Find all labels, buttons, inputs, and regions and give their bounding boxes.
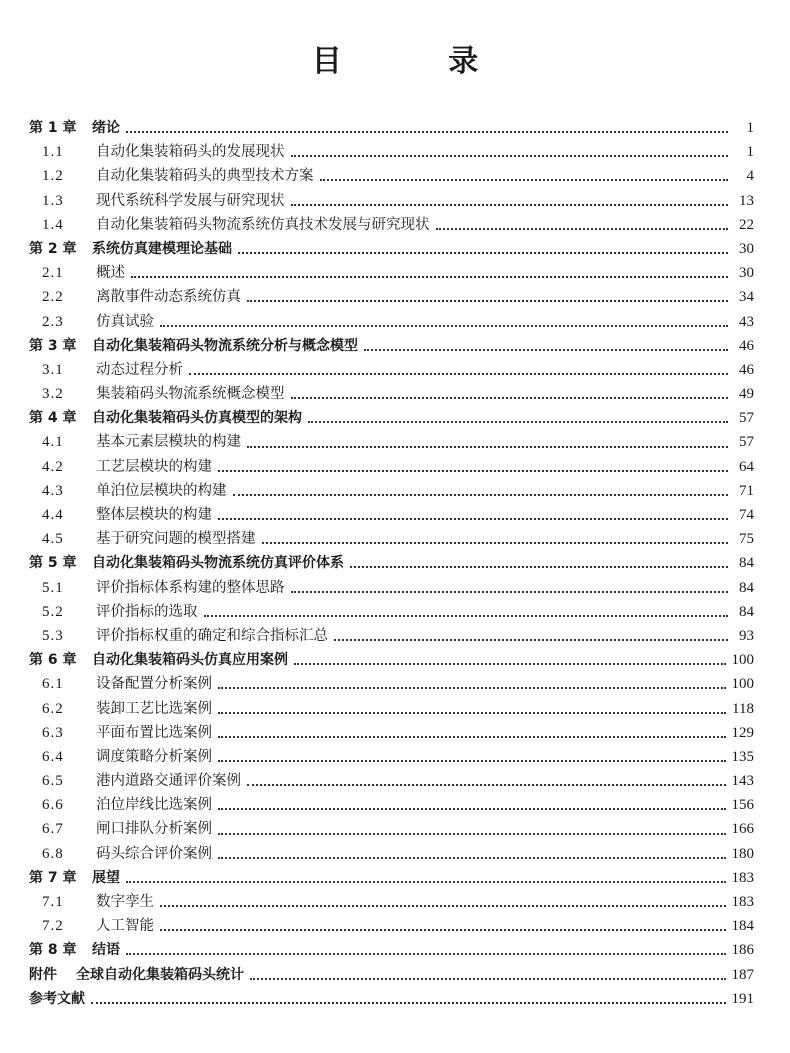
toc-section-entry[interactable] xyxy=(29,600,754,624)
entry-number: 6.5 xyxy=(42,773,64,790)
entry-title: 数字孪生 xyxy=(96,894,154,910)
entry-number: 3.1 xyxy=(42,361,64,378)
entry-number: 6.1 xyxy=(42,676,64,693)
page-number: 75 xyxy=(739,531,754,548)
page-number: 74 xyxy=(739,507,754,523)
toc-section-entry[interactable] xyxy=(29,261,754,285)
page-number: 43 xyxy=(739,313,754,330)
toc-section-entry[interactable] xyxy=(29,213,754,237)
toc-chapter-entry[interactable] xyxy=(29,237,754,261)
toc-section-entry[interactable] xyxy=(29,189,754,213)
entry-title: 人工智能 xyxy=(96,918,154,935)
entry-title: 评价指标体系构建的整体思路 xyxy=(96,579,285,596)
entry-title: 现代系统科学发展与研究现状 xyxy=(96,192,285,209)
entry-number: 7.1 xyxy=(42,894,64,910)
page-number: 30 xyxy=(739,240,754,257)
page-number: 183 xyxy=(731,869,754,886)
toc-section-entry[interactable] xyxy=(29,310,754,334)
entry-title: 集装箱码头物流系统概念模型 xyxy=(96,386,285,403)
dot-leader xyxy=(334,639,728,641)
entry-title: 仿真试验 xyxy=(96,313,154,330)
dot-leader xyxy=(218,687,726,689)
toc-chapter-entry[interactable] xyxy=(29,987,754,1011)
entry-number: 1.2 xyxy=(42,168,64,185)
dot-leader xyxy=(218,760,726,762)
entry-title: 评价指标的选取 xyxy=(96,603,198,620)
page-number: 71 xyxy=(739,482,754,499)
dot-leader xyxy=(247,784,726,786)
toc-chapter-entry[interactable] xyxy=(29,334,754,358)
entry-title: 结语 xyxy=(92,942,120,959)
page-number: 1 xyxy=(746,144,754,161)
entry-number: 5.1 xyxy=(42,579,64,596)
entry-title: 基本元素层模块的构建 xyxy=(96,434,241,451)
entry-number: 4.5 xyxy=(42,531,64,548)
entry-number: 3.2 xyxy=(42,386,64,403)
page-number: 180 xyxy=(731,845,754,862)
page-number: 135 xyxy=(731,748,754,765)
entry-number: 6.2 xyxy=(42,700,64,717)
toc-section-entry[interactable] xyxy=(29,890,754,914)
entry-number: 第 3 章 xyxy=(29,337,77,354)
entry-title: 自动化集装箱码头的典型技术方案 xyxy=(96,168,314,185)
entry-title: 自动化集装箱码头仿真应用案例 xyxy=(92,652,288,669)
toc-section-entry[interactable] xyxy=(29,745,754,769)
toc-chapter-entry[interactable] xyxy=(29,116,754,140)
dot-leader xyxy=(160,325,728,327)
entry-number: 1.3 xyxy=(42,192,64,209)
toc-section-entry[interactable] xyxy=(29,697,754,721)
entry-number: 附件 xyxy=(29,966,57,983)
entry-number: 2.3 xyxy=(42,313,64,330)
entry-title: 系统仿真建模理论基础 xyxy=(92,240,232,257)
dot-leader xyxy=(218,833,726,835)
entry-title: 码头综合评价案例 xyxy=(96,845,212,862)
toc-section-entry[interactable] xyxy=(29,672,754,696)
table-of-contents xyxy=(29,116,754,1011)
toc-section-entry[interactable] xyxy=(29,793,754,817)
toc-section-entry[interactable] xyxy=(29,430,754,454)
toc-section-entry[interactable] xyxy=(29,817,754,841)
entry-title: 装卸工艺比选案例 xyxy=(96,700,212,717)
entry-number: 第 4 章 xyxy=(29,410,77,427)
dot-leader xyxy=(247,300,728,302)
entry-number: 1.1 xyxy=(42,144,64,161)
entry-number: 2.2 xyxy=(42,289,64,306)
entry-title: 整体层模块的构建 xyxy=(96,507,212,523)
page-number: 84 xyxy=(739,579,754,596)
page-number: 118 xyxy=(732,700,754,717)
page-number: 129 xyxy=(731,724,754,741)
dot-leader xyxy=(291,204,729,206)
toc-section-entry[interactable] xyxy=(29,503,754,527)
toc-section-entry[interactable] xyxy=(29,624,754,648)
toc-section-entry[interactable] xyxy=(29,140,754,164)
entry-number: 4.4 xyxy=(42,507,64,523)
entry-title: 自动化集装箱码头仿真模型的架构 xyxy=(92,410,302,427)
entry-title: 自动化集装箱码头物流系统分析与概念模型 xyxy=(92,337,358,354)
toc-chapter-entry[interactable] xyxy=(29,551,754,575)
dot-leader xyxy=(204,615,729,617)
page-number: 156 xyxy=(731,797,754,814)
page-number: 49 xyxy=(739,386,754,403)
page-number: 191 xyxy=(731,990,754,1007)
entry-title: 基于研究问题的模型搭建 xyxy=(96,531,256,548)
entry-number: 7.2 xyxy=(42,918,64,935)
dot-leader xyxy=(131,276,728,278)
page-number: 143 xyxy=(731,773,754,790)
dot-leader xyxy=(238,252,728,254)
dot-leader xyxy=(218,470,728,472)
dot-leader xyxy=(189,373,728,375)
dot-leader xyxy=(350,566,728,568)
dot-leader xyxy=(291,397,729,399)
toc-chapter-entry[interactable] xyxy=(29,648,754,672)
entry-title: 泊位岸线比选案例 xyxy=(96,797,212,814)
page-number: 184 xyxy=(731,918,754,935)
page-number: 100 xyxy=(731,652,754,669)
toc-section-entry[interactable] xyxy=(29,769,754,793)
entry-title: 自动化集装箱码头的发展现状 xyxy=(96,144,285,161)
entry-number: 第 6 章 xyxy=(29,652,77,669)
entry-title: 评价指标权重的确定和综合指标汇总 xyxy=(96,627,328,644)
toc-chapter-entry[interactable] xyxy=(29,963,754,987)
page-number: 46 xyxy=(739,361,754,378)
toc-section-entry[interactable] xyxy=(29,358,754,382)
toc-section-entry[interactable] xyxy=(29,527,754,551)
dot-leader xyxy=(218,518,728,520)
page-number: 22 xyxy=(739,216,754,233)
toc-section-entry[interactable] xyxy=(29,164,754,188)
page-number: 57 xyxy=(739,410,754,427)
dot-leader xyxy=(218,736,726,738)
entry-title: 离散事件动态系统仿真 xyxy=(96,289,241,306)
entry-title: 港内道路交通评价案例 xyxy=(96,773,241,790)
dot-leader xyxy=(91,1002,726,1004)
entry-number: 1.4 xyxy=(42,216,64,233)
toc-section-entry[interactable] xyxy=(29,479,754,503)
page-number: 84 xyxy=(739,603,754,620)
dot-leader xyxy=(160,929,726,931)
dot-leader xyxy=(436,228,729,230)
page-number: 100 xyxy=(731,676,754,693)
entry-title: 工艺层模块的构建 xyxy=(96,458,212,475)
entry-number: 第 2 章 xyxy=(29,240,77,257)
page-number: 183 xyxy=(731,894,754,910)
entry-number: 第 5 章 xyxy=(29,555,77,572)
dot-leader xyxy=(126,881,726,883)
dot-leader xyxy=(233,494,729,496)
page-number: 186 xyxy=(731,942,754,959)
page-number: 166 xyxy=(731,821,754,838)
dot-leader xyxy=(160,905,726,907)
entry-number: 6.4 xyxy=(42,748,64,765)
entry-number: 4.2 xyxy=(42,458,64,475)
page-number: 84 xyxy=(739,555,754,572)
entry-title: 调度策略分析案例 xyxy=(96,748,212,765)
dot-leader xyxy=(294,663,726,665)
toc-section-entry[interactable] xyxy=(29,285,754,309)
dot-leader xyxy=(308,421,728,423)
toc-section-entry[interactable] xyxy=(29,455,754,479)
page-number: 46 xyxy=(739,337,754,354)
entry-number: 4.1 xyxy=(42,434,64,451)
page-number: 64 xyxy=(739,458,754,475)
toc-section-entry[interactable] xyxy=(29,576,754,600)
page-number: 4 xyxy=(746,168,754,185)
entry-number: 第 1 章 xyxy=(29,120,77,136)
dot-leader xyxy=(126,131,728,133)
dot-leader xyxy=(291,155,729,157)
page-title: 目 录 xyxy=(311,44,527,79)
toc-section-entry[interactable] xyxy=(29,382,754,406)
toc-chapter-entry[interactable] xyxy=(29,406,754,430)
toc-chapter-entry[interactable] xyxy=(29,866,754,890)
entry-number: 6.7 xyxy=(42,821,64,838)
page-number: 93 xyxy=(739,627,754,644)
entry-number: 4.3 xyxy=(42,482,64,499)
toc-section-entry[interactable] xyxy=(29,914,754,938)
dot-leader xyxy=(364,349,728,351)
dot-leader xyxy=(218,808,726,810)
dot-leader xyxy=(126,953,726,955)
entry-number: 第 8 章 xyxy=(29,942,77,959)
page-number: 30 xyxy=(739,265,754,282)
dot-leader xyxy=(250,978,726,980)
page-number: 1 xyxy=(746,120,754,136)
entry-number: 5.3 xyxy=(42,627,64,644)
entry-number: 第 7 章 xyxy=(29,869,77,886)
entry-number: 6.3 xyxy=(42,724,64,741)
entry-title: 概述 xyxy=(96,265,125,282)
dot-leader xyxy=(291,591,729,593)
entry-title: 绪论 xyxy=(92,120,120,136)
entry-number: 2.1 xyxy=(42,265,64,282)
entry-title: 闸口排队分析案例 xyxy=(96,821,212,838)
page-number: 13 xyxy=(739,192,754,209)
entry-title: 自动化集装箱码头物流系统仿真评价体系 xyxy=(92,555,344,572)
entry-title: 动态过程分析 xyxy=(96,361,183,378)
dot-leader xyxy=(262,542,729,544)
toc-section-entry[interactable] xyxy=(29,721,754,745)
entry-title: 参考文献 xyxy=(29,990,85,1007)
toc-section-entry[interactable] xyxy=(29,842,754,866)
dot-leader xyxy=(320,179,729,181)
entry-title: 展望 xyxy=(92,869,120,886)
dot-leader xyxy=(218,712,726,714)
entry-number: 5.2 xyxy=(42,603,64,620)
entry-title: 设备配置分析案例 xyxy=(96,676,212,693)
entry-number: 6.8 xyxy=(42,845,64,862)
dot-leader xyxy=(218,857,726,859)
entry-number: 6.6 xyxy=(42,797,64,814)
page-number: 187 xyxy=(731,966,754,983)
entry-title: 自动化集装箱码头物流系统仿真技术发展与研究现状 xyxy=(96,216,430,233)
page-number: 57 xyxy=(739,434,754,451)
page-number: 34 xyxy=(739,289,754,306)
toc-chapter-entry[interactable] xyxy=(29,938,754,962)
entry-title: 单泊位层模块的构建 xyxy=(96,482,227,499)
entry-title: 平面布置比选案例 xyxy=(96,724,212,741)
dot-leader xyxy=(247,446,728,448)
entry-title: 全球自动化集装箱码头统计 xyxy=(76,966,244,983)
